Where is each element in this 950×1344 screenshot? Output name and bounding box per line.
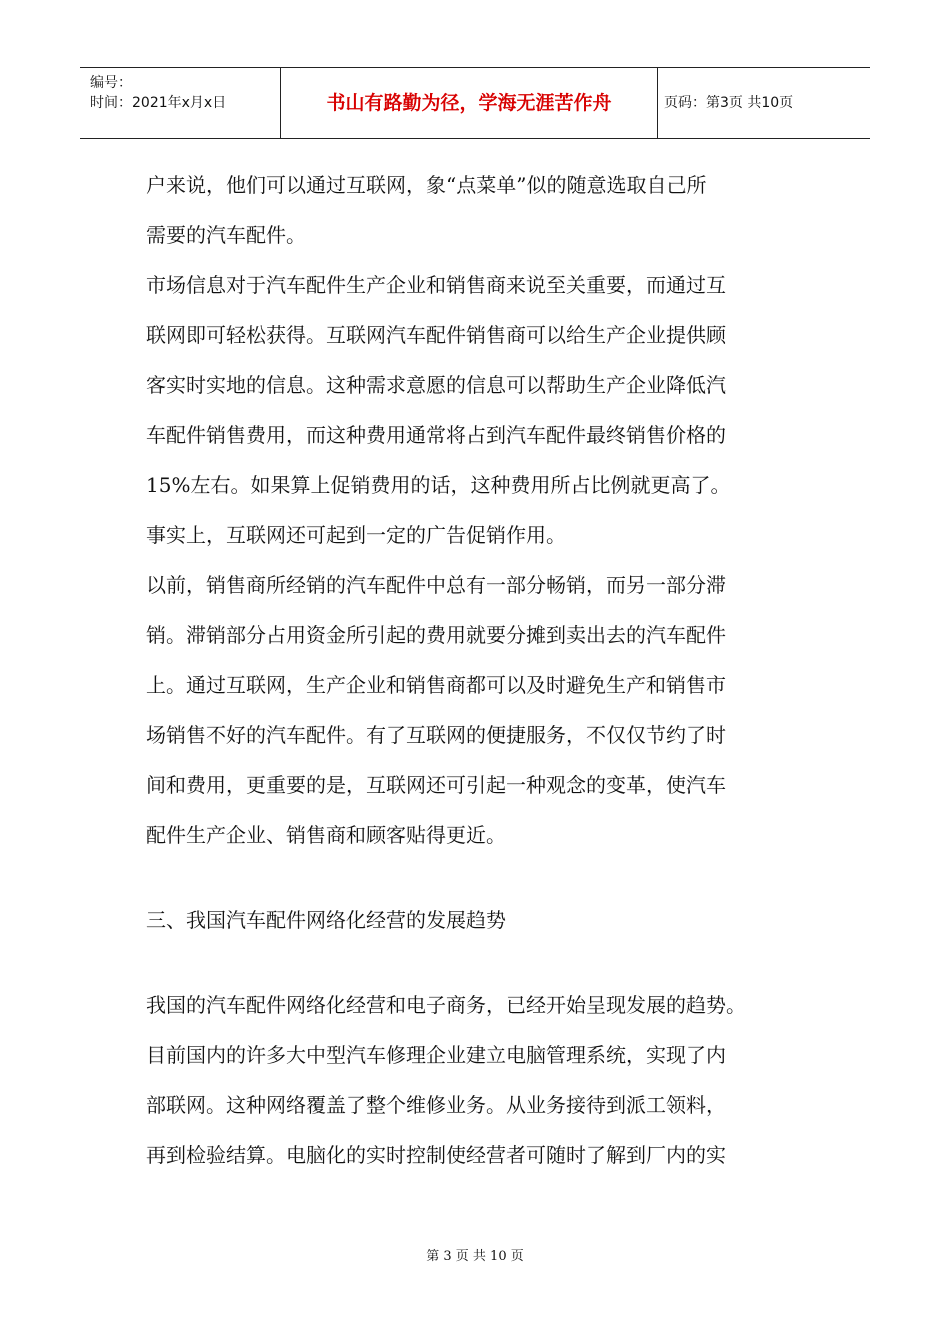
text-line: 户来说，他们可以通过互联网，象“点菜单”似的随意选取自己所 [146,173,707,197]
spacer [146,945,836,980]
text-line: 销。滞销部分占用资金所引起的费用就要分摊到卖出去的汽车配件 [146,623,726,647]
text-line: 再到检验结算。电脑化的实时控制使经营者可随时了解到厂内的实 [146,1143,726,1167]
text-line: 配件生产企业、销售商和顾客贴得更近。 [146,823,506,847]
page-footer: 第 3 页 共 10 页 [426,1249,524,1264]
text-line: 事实上，互联网还可起到一定的广告促销作用。 [146,523,566,547]
text-line: 目前国内的许多大中型汽车修理企业建立电脑管理系统，实现了内 [146,1043,726,1067]
text-line: 以前，销售商所经销的汽车配件中总有一部分畅销，而另一部分滞 [146,573,726,597]
document-header [80,67,870,139]
paragraph-2 [146,260,836,560]
text-line: 联网即可轻松获得。互联网汽车配件销售商可以给生产企业提供顾 [146,323,726,347]
text-line: 场销售不好的汽车配件。有了互联网的便捷服务，不仅仅节约了时 [146,723,726,747]
number-label: 编号： [90,75,132,91]
paragraph-4 [146,980,836,1180]
document-body [146,160,836,1180]
header-meta-cell [80,68,281,138]
text-line: 上。通过互联网，生产企业和销售商都可以及时避免生产和销售市 [146,673,726,697]
section-heading: 三、我国汽车配件网络化经营的发展趋势 [146,908,506,932]
time-label: 时间：2021年x月x日 [90,95,227,111]
header-motto: 书山有路勤为径，学海无涯苦作舟 [281,68,658,138]
text-line: 客实时实地的信息。这种需求意愿的信息可以帮助生产企业降低汽 [146,373,726,397]
text-line: 需要的汽车配件。 [146,223,306,247]
text-line: 间和费用，更重要的是，互联网还可引起一种观念的变革，使汽车 [146,773,726,797]
text-line: 市场信息对于汽车配件生产企业和销售商来说至关重要，而通过互 [146,273,726,297]
paragraph-3 [146,560,836,860]
header-page-info: 页码：第3页 共10页 [664,95,794,111]
text-line: 15%左右。如果算上促销费用的话，这种费用所占比例就更高了。 [146,473,731,497]
paragraph-1 [146,160,836,260]
text-line: 车配件销售费用，而这种费用通常将占到汽车配件最终销售价格的 [146,423,726,447]
spacer [146,860,836,895]
text-line: 我国的汽车配件网络化经营和电子商务，已经开始呈现发展的趋势。 [146,993,746,1017]
text-line: 部联网。这种网络覆盖了整个维修业务。从业务接待到派工领料， [146,1093,726,1117]
